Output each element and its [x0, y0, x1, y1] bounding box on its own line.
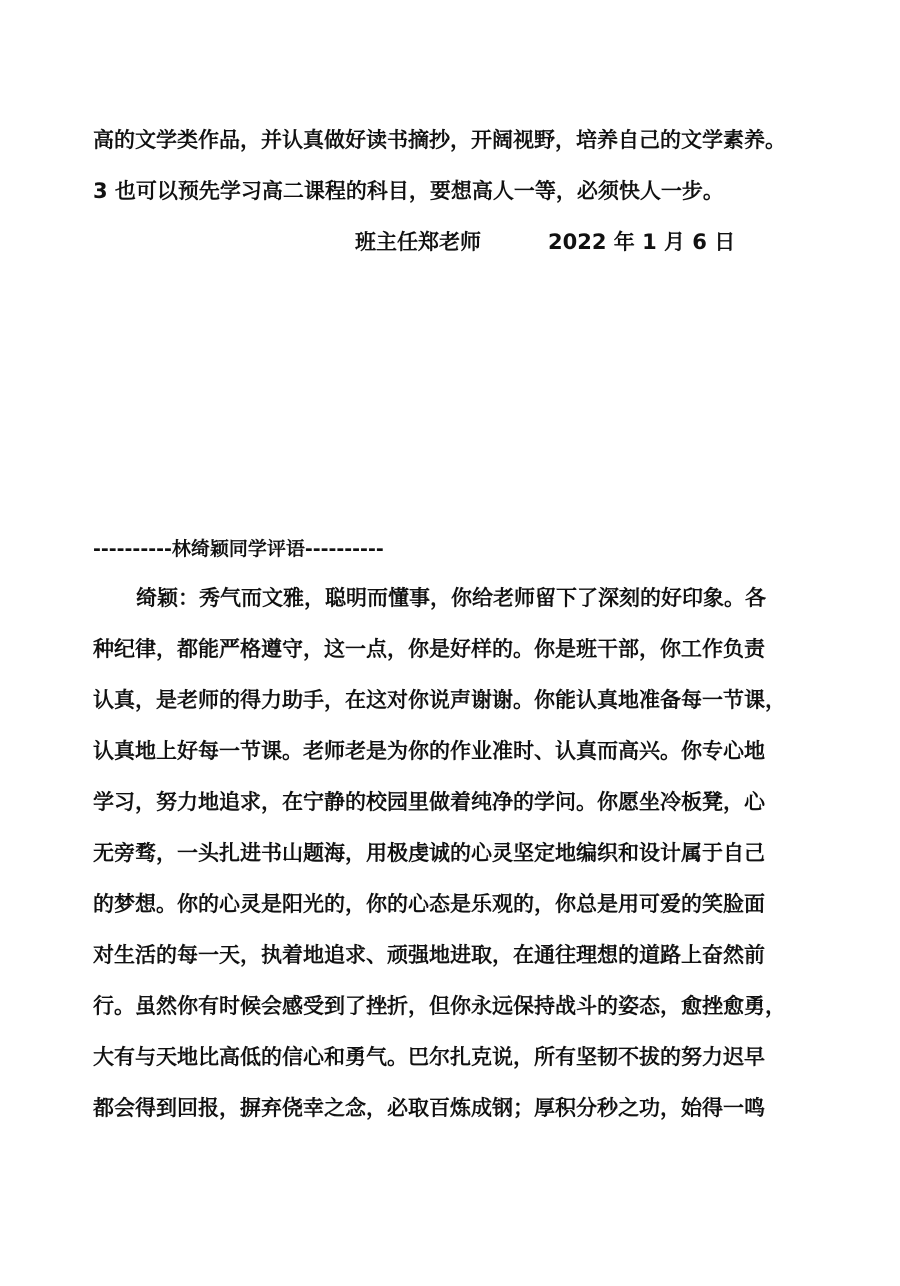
comment-line: 无旁骛，一头扎进书山题海，用极虔诚的心灵坚定地编织和设计属于自己	[93, 841, 765, 865]
comment-line: 认真地上好每一节课。老师老是为你的作业准时、认真而高兴。你专心地	[93, 739, 765, 763]
comment-line: 都会得到回报，摒弃侥幸之念，必取百炼成钢；厚积分秒之功，始得一鸣	[93, 1096, 765, 1120]
body-text-line: 高的文学类作品，并认真做好读书摘抄，开阔视野，培养自己的文学素养。	[93, 128, 786, 152]
comment-line: 对生活的每一天，执着地追求、顽强地进取，在通往理想的道路上奋然前	[93, 943, 765, 967]
body-text-line: 3 也可以预先学习高二课程的科目，要想高人一等，必须快人一步。	[93, 179, 724, 203]
comment-line: 种纪律，都能严格遵守，这一点，你是好样的。你是班干部，你工作负责	[93, 637, 765, 661]
comment-line: 绮颖：秀气而文雅，聪明而懂事，你给老师留下了深刻的好印象。各	[136, 586, 766, 610]
comment-line: 学习，努力地追求，在宁静的校园里做着纯净的学问。你愿坐冷板凳，心	[93, 790, 765, 814]
comment-line: 的梦想。你的心灵是阳光的，你的心态是乐观的，你总是用可爱的笑脸面	[93, 892, 765, 916]
comment-line: 大有与天地比高低的信心和勇气。巴尔扎克说，所有坚韧不拔的努力迟早	[93, 1045, 765, 1069]
comment-section-title: ----------林绮颖同学评语----------	[93, 538, 384, 560]
signature-date: 2022 年 1 月 6 日	[548, 230, 736, 254]
signature-name: 班主任郑老师	[355, 230, 481, 254]
comment-line: 认真，是老师的得力助手，在这对你说声谢谢。你能认真地准备每一节课，	[93, 688, 786, 712]
comment-line: 行。虽然你有时候会感受到了挫折，但你永远保持战斗的姿态，愈挫愈勇，	[93, 994, 786, 1018]
